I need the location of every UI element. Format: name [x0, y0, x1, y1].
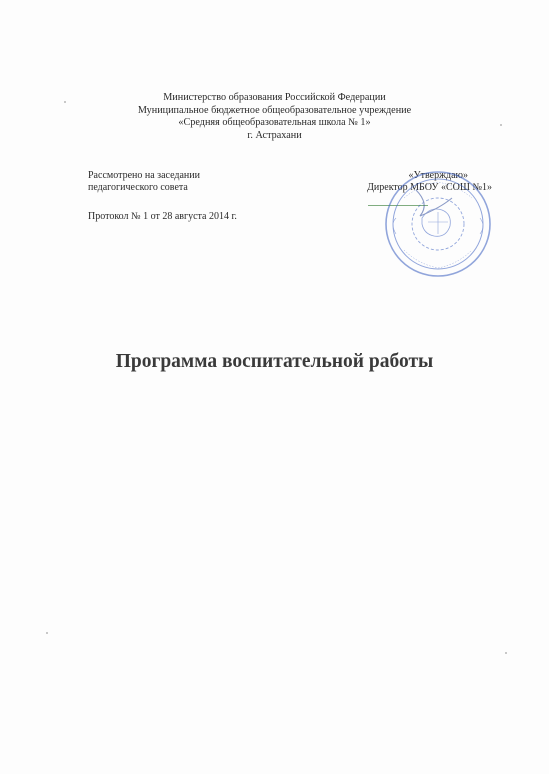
document-title: Программа воспитательной работы — [115, 351, 434, 372]
review-line-1: Рассмотрено на заседании — [88, 170, 200, 181]
scan-speck — [64, 101, 66, 103]
scan-speck — [500, 124, 502, 126]
city-line: г. Астрахани — [247, 129, 302, 141]
protocol-line: Протокол № 1 от 28 августа 2014 г. — [88, 211, 237, 222]
approval-label: «Утверждаю» — [408, 170, 468, 181]
director-line: Директор МБОУ «СОШ №1» — [367, 182, 492, 193]
document-header — [0, 92, 549, 142]
scan-speck — [505, 652, 507, 654]
review-block — [88, 170, 237, 223]
ministry-line: Министерство образования Российской Федерации — [163, 92, 386, 103]
review-line-2: педагогического совета — [88, 182, 188, 193]
scan-speck — [46, 632, 48, 634]
school-name-line: «Средняя общеобразовательная школа № 1» — [178, 117, 371, 129]
institution-line: Муниципальное бюджетное общеобразовательное учреждение — [137, 104, 412, 116]
round-seal-stamp — [382, 168, 494, 280]
